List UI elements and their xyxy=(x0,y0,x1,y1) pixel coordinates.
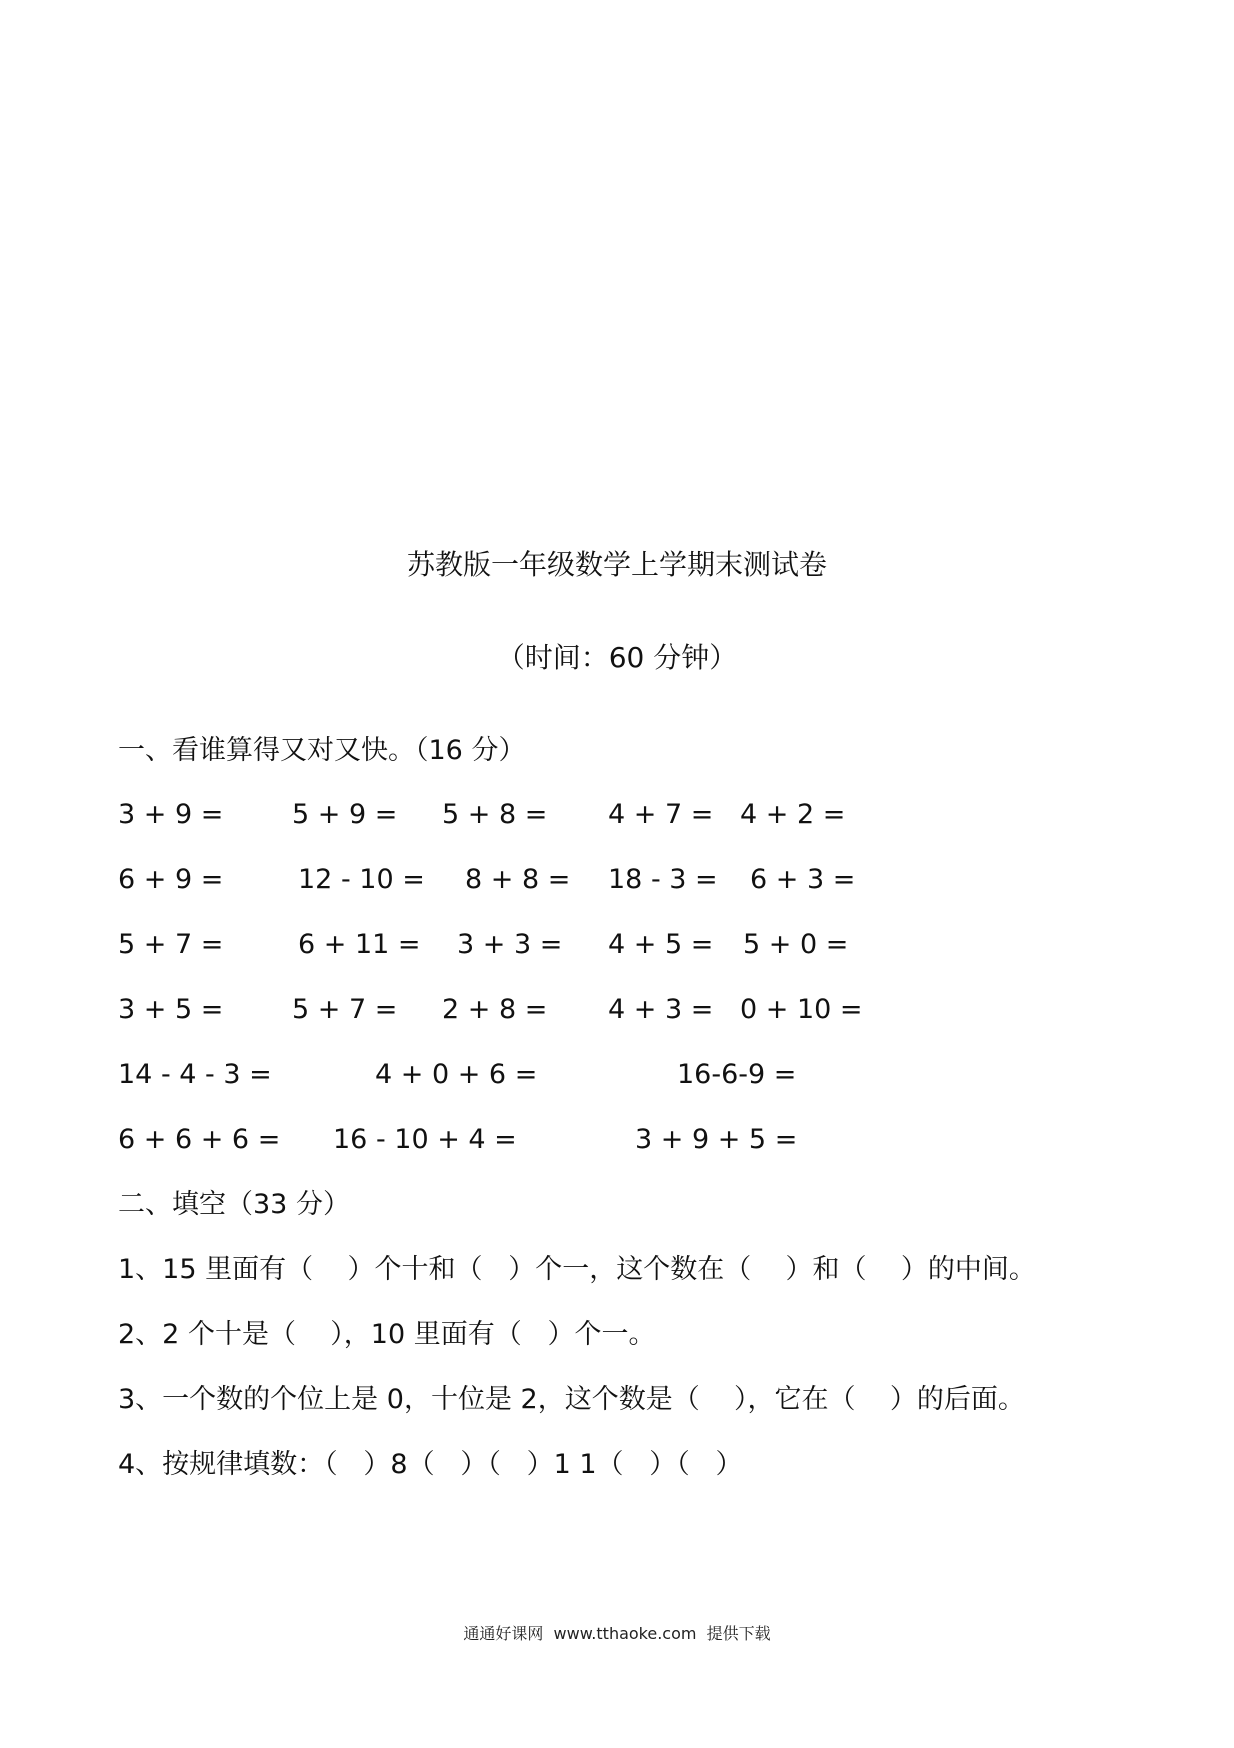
arithmetic-problem: 16 - 10 + 4 = xyxy=(333,1124,517,1155)
arithmetic-problem: 4 + 2 = xyxy=(740,799,846,830)
fill-in-item: 4、按规律填数：（ ）8（ ）（ ）1 1（ ）（ ） xyxy=(118,1449,743,1480)
section-1-heading: 一、看谁算得又对又快。（16 分） xyxy=(118,735,526,766)
arithmetic-problem: 14 - 4 - 3 = xyxy=(118,1059,272,1090)
arithmetic-problem: 4 + 0 + 6 = xyxy=(375,1059,538,1090)
arithmetic-problem: 8 + 8 = xyxy=(465,864,571,895)
arithmetic-problem: 5 + 7 = xyxy=(118,929,224,960)
arithmetic-problem: 16-6-9 = xyxy=(677,1059,797,1090)
arithmetic-problem: 3 + 9 = xyxy=(118,799,224,830)
fill-in-item: 2、2 个十是（ ），10 里面有（ ）个一。 xyxy=(118,1319,656,1350)
arithmetic-problem: 6 + 11 = xyxy=(298,929,421,960)
exam-title: 苏教版一年级数学上学期末测试卷 xyxy=(406,548,827,581)
arithmetic-problem: 0 + 10 = xyxy=(740,994,863,1025)
arithmetic-problem: 6 + 9 = xyxy=(118,864,224,895)
arithmetic-problem: 12 - 10 = xyxy=(298,864,425,895)
arithmetic-problem: 6 + 3 = xyxy=(750,864,856,895)
footer-credit: 通通好课网 www.tthaoke.com 提供下载 xyxy=(463,1624,771,1643)
arithmetic-problem: 5 + 9 = xyxy=(292,799,398,830)
arithmetic-problem: 3 + 9 + 5 = xyxy=(635,1124,798,1155)
arithmetic-problem: 5 + 0 = xyxy=(743,929,849,960)
section-2-heading: 二、填空（33 分） xyxy=(118,1189,350,1220)
fill-in-item: 3、一个数的个位上是 0，十位是 2，这个数是（ ），它在（ ）的后面。 xyxy=(118,1384,1025,1415)
arithmetic-problem: 18 - 3 = xyxy=(608,864,718,895)
arithmetic-problem: 4 + 5 = xyxy=(608,929,714,960)
arithmetic-problem: 2 + 8 = xyxy=(442,994,548,1025)
arithmetic-problem: 4 + 3 = xyxy=(608,994,714,1025)
arithmetic-problem: 3 + 5 = xyxy=(118,994,224,1025)
arithmetic-problem: 6 + 6 + 6 = xyxy=(118,1124,281,1155)
fill-in-item: 1、15 里面有（ ）个十和（ ）个一，这个数在（ ）和（ ）的中间。 xyxy=(118,1254,1036,1285)
arithmetic-problem: 5 + 7 = xyxy=(292,994,398,1025)
arithmetic-problem: 3 + 3 = xyxy=(457,929,563,960)
arithmetic-problem: 4 + 7 = xyxy=(608,799,714,830)
exam-duration: （时间：60 分钟） xyxy=(496,641,738,674)
arithmetic-problem: 5 + 8 = xyxy=(442,799,548,830)
